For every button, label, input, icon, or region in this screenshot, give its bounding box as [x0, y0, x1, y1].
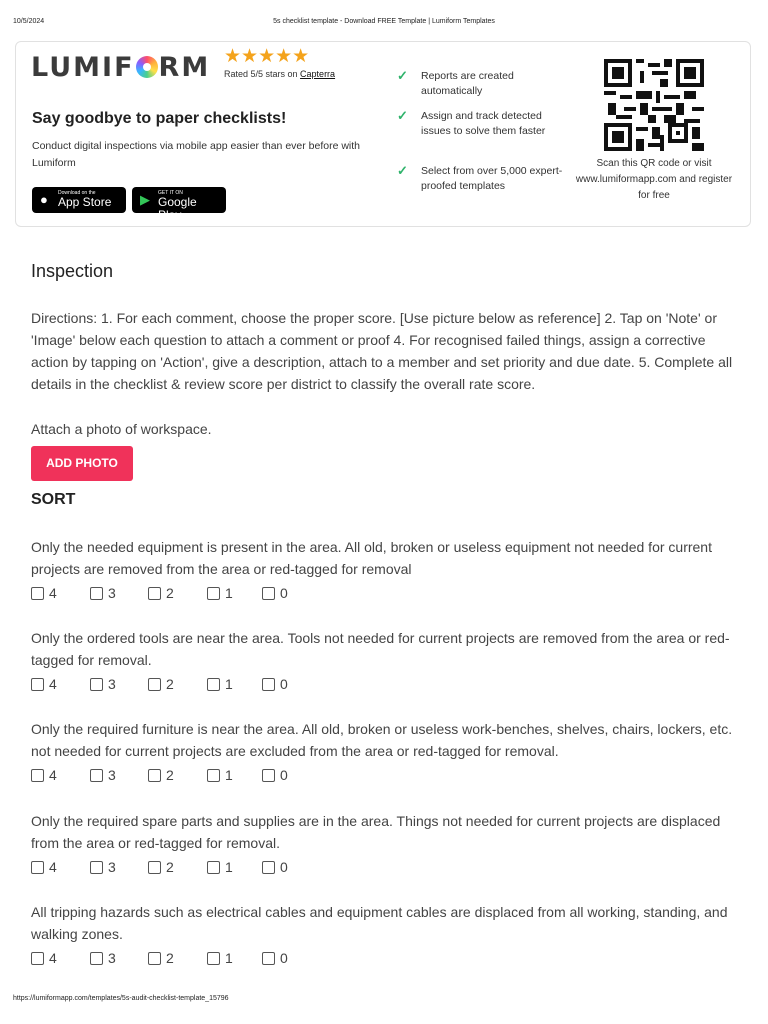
question-text: Only the needed equipment is present in the area. All old, broken or useless equipment not needed for current projects are removed from the area or red-tagged for removal: [31, 539, 712, 577]
checkbox-icon[interactable]: [31, 861, 44, 874]
score-options: [31, 858, 743, 880]
question-text: Only the ordered tools are near the area. Tools not needed for current projects are removed from the area or red-tagged for removal.: [31, 630, 730, 668]
score-checkbox-0[interactable]: 0: [262, 858, 288, 876]
check-icon: ✓: [397, 163, 408, 178]
checkbox-icon[interactable]: [31, 769, 44, 782]
checkbox-icon[interactable]: [207, 587, 220, 600]
score-checkbox-1[interactable]: 1: [207, 858, 233, 876]
checkbox-icon[interactable]: [262, 587, 275, 600]
question-text: All tripping hazards such as electrical cables and equipment cables are displaced from all working, standing, and walking zones.: [31, 904, 728, 942]
checkbox-icon[interactable]: [262, 769, 275, 782]
check-icon: ✓: [397, 108, 408, 123]
checklist-question: [31, 901, 743, 971]
checkbox-icon[interactable]: [207, 861, 220, 874]
score-checkbox-2[interactable]: 2: [148, 949, 174, 967]
score-options: [31, 675, 743, 697]
score-checkbox-2[interactable]: 2: [148, 858, 174, 876]
checkbox-icon[interactable]: [148, 861, 161, 874]
score-checkbox-4[interactable]: 4: [31, 949, 57, 967]
score-checkbox-2[interactable]: 2: [148, 766, 174, 784]
score-checkbox-3[interactable]: 3: [90, 949, 116, 967]
checkbox-icon[interactable]: [31, 587, 44, 600]
score-checkbox-1[interactable]: 1: [207, 675, 233, 693]
score-checkbox-0[interactable]: 0: [262, 949, 288, 967]
directions-text: Directions: 1. For each comment, choose the proper score. [Use picture below as reference] 2. Tap on 'Note' or 'Image' below each question to attach a comment or proof 4. For recognised failed things, assign a corrective action by tapping on 'Action', give a description, attach to a member and set priority and due date. 5. Complete all details in the checklist & review score per district to classify the overall rate score.: [31, 310, 733, 392]
check-icon: ✓: [397, 68, 408, 83]
checkbox-icon[interactable]: [148, 678, 161, 691]
score-options: [31, 949, 743, 971]
checkbox-icon[interactable]: [207, 769, 220, 782]
promo-banner: LUMIF RM ★★★★★ Rated 5/5 stars on Capterra Say goodbye to paper checklists! Conduct digital inspections via mobile app easier than ever before with Lumiform ● Download on the App Store ▶ GET IT ON Google Play ✓ Reports are created automatically ✓ Assign and track detected issues to solve them faster ✓ Select from over 5,000 expert-proofed templates Scan this QR code or visit www.lumiformapp.com and register for free: [15, 41, 751, 227]
score-checkbox-4[interactable]: 4: [31, 584, 57, 602]
checkbox-icon[interactable]: [90, 952, 103, 965]
score-checkbox-0[interactable]: 0: [262, 584, 288, 602]
checkbox-icon[interactable]: [148, 587, 161, 600]
checklist-question: [31, 627, 743, 697]
checkbox-icon[interactable]: [90, 587, 103, 600]
checklist-question: [31, 810, 743, 880]
checkbox-icon[interactable]: [90, 861, 103, 874]
score-checkbox-4[interactable]: 4: [31, 858, 57, 876]
score-checkbox-0[interactable]: 0: [262, 675, 288, 693]
checklist-question: [31, 536, 743, 606]
checkbox-icon[interactable]: [31, 678, 44, 691]
checkbox-icon[interactable]: [207, 678, 220, 691]
score-checkbox-1[interactable]: 1: [207, 584, 233, 602]
flower-logo-icon: [136, 56, 158, 78]
apple-icon: ●: [40, 192, 48, 207]
print-date: 10/5/2024: [13, 18, 45, 25]
checkbox-icon[interactable]: [262, 678, 275, 691]
score-checkbox-3[interactable]: 3: [90, 675, 116, 693]
lumiform-logo[interactable]: LUMIF RM: [31, 52, 211, 83]
question-text: Only the required spare parts and supplies are in the area. Things not needed for current projects are displaced from the area or red-tagged for removal.: [31, 813, 721, 851]
rating-stars-icon: ★★★★★: [224, 46, 310, 67]
google-play-icon: ▶: [140, 192, 150, 207]
score-checkbox-4[interactable]: 4: [31, 766, 57, 784]
checkbox-icon[interactable]: [148, 769, 161, 782]
attach-photo-label: Attach a photo of workspace.: [31, 421, 212, 437]
banner-headline: Say goodbye to paper checklists!: [32, 110, 287, 127]
score-checkbox-3[interactable]: 3: [90, 584, 116, 602]
qr-caption: Scan this QR code or visit www.lumiformapp.com and register for free: [575, 158, 733, 201]
qr-code-icon[interactable]: [604, 59, 704, 151]
question-text: Only the required furniture is near the area. All old, broken or useless work-benches, shelves, chairs, lockers, etc. not needed for current projects are excluded from the area or red-tagged for removal.: [31, 721, 733, 759]
checklist-question: [31, 718, 743, 788]
checkbox-icon[interactable]: [31, 952, 44, 965]
score-checkbox-3[interactable]: 3: [90, 858, 116, 876]
checkbox-icon[interactable]: [262, 952, 275, 965]
score-checkbox-1[interactable]: 1: [207, 766, 233, 784]
rating-text: Rated 5/5 stars on Capterra: [224, 69, 336, 79]
score-checkbox-0[interactable]: 0: [262, 766, 288, 784]
banner-subtext: Conduct digital inspections via mobile app easier than ever before with Lumiform: [32, 140, 361, 169]
capterra-link[interactable]: Capterra: [300, 69, 336, 79]
score-checkbox-3[interactable]: 3: [90, 766, 116, 784]
add-photo-button[interactable]: ADD PHOTO: [31, 446, 133, 481]
google-play-button[interactable]: ▶ GET IT ON Google Play: [132, 187, 226, 213]
score-options: [31, 584, 743, 606]
checkbox-icon[interactable]: [90, 678, 103, 691]
score-checkbox-2[interactable]: 2: [148, 675, 174, 693]
checkbox-icon[interactable]: [262, 861, 275, 874]
checkbox-icon[interactable]: [148, 952, 161, 965]
score-options: [31, 766, 743, 788]
print-header: [0, 18, 768, 30]
print-title: 5s checklist template - Download FREE Template | Lumiform Templates: [273, 18, 495, 25]
section-heading-sort: SORT: [31, 491, 76, 508]
app-store-button[interactable]: ● Download on the App Store: [32, 187, 126, 213]
checkbox-icon[interactable]: [90, 769, 103, 782]
score-checkbox-1[interactable]: 1: [207, 949, 233, 967]
checkbox-icon[interactable]: [207, 952, 220, 965]
print-footer-url: https://lumiformapp.com/templates/5s-audit-checklist-template_15796: [13, 995, 229, 1002]
score-checkbox-2[interactable]: 2: [148, 584, 174, 602]
score-checkbox-4[interactable]: 4: [31, 675, 57, 693]
page-title: Inspection: [31, 261, 114, 281]
